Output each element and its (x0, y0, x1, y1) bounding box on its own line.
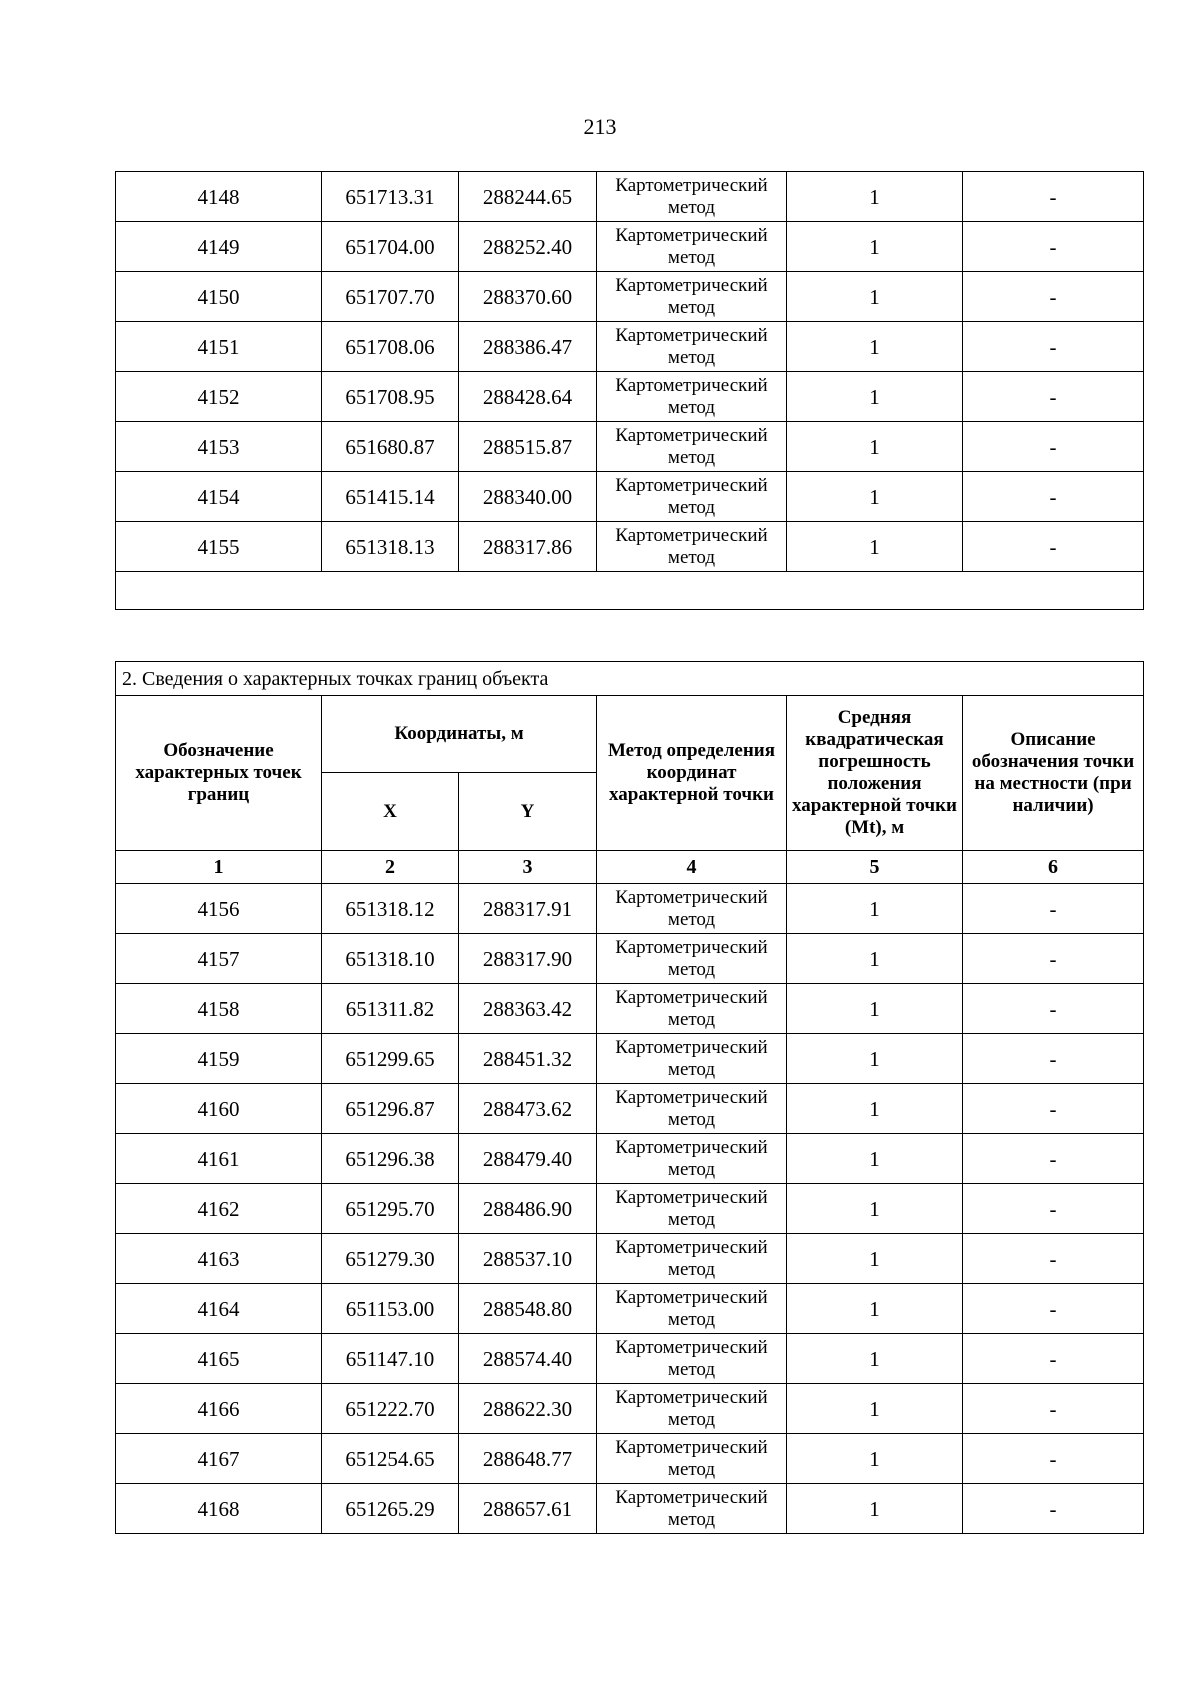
error-cell: 1 (787, 372, 963, 422)
empty-row (116, 572, 1144, 610)
description-cell: - (963, 422, 1144, 472)
method-cell: Картометрический метод (597, 934, 787, 984)
error-cell: 1 (787, 172, 963, 222)
method-cell: Картометрический метод (597, 1384, 787, 1434)
x-coordinate-cell: 651295.70 (322, 1184, 459, 1234)
point-id-cell: 4160 (116, 1084, 322, 1134)
table-body (116, 172, 1144, 572)
section-title: 2. Сведения о характерных точках границ объекта (116, 662, 1144, 696)
point-id-cell: 4167 (116, 1434, 322, 1484)
description-cell: - (963, 1184, 1144, 1234)
x-coordinate-cell: 651279.30 (322, 1234, 459, 1284)
point-id-cell: 4157 (116, 934, 322, 984)
error-cell: 1 (787, 1334, 963, 1384)
error-cell: 1 (787, 1484, 963, 1534)
x-coordinate-cell: 651222.70 (322, 1384, 459, 1434)
table-row (116, 934, 1144, 984)
point-id-cell: 4162 (116, 1184, 322, 1234)
x-coordinate-cell: 651713.31 (322, 172, 459, 222)
point-id-cell: 4161 (116, 1134, 322, 1184)
y-coordinate-cell: 288486.90 (459, 1184, 597, 1234)
error-cell: 1 (787, 984, 963, 1034)
y-coordinate-cell: 288473.62 (459, 1084, 597, 1134)
header-y: Y (459, 773, 597, 851)
x-coordinate-cell: 651296.38 (322, 1134, 459, 1184)
table-row (116, 1384, 1144, 1434)
point-id-cell: 4155 (116, 522, 322, 572)
method-cell: Картометрический метод (597, 1234, 787, 1284)
error-cell: 1 (787, 322, 963, 372)
point-id-cell: 4164 (116, 1284, 322, 1334)
error-cell: 1 (787, 522, 963, 572)
x-coordinate-cell: 651318.13 (322, 522, 459, 572)
x-coordinate-cell: 651311.82 (322, 984, 459, 1034)
y-coordinate-cell: 288317.91 (459, 884, 597, 934)
description-cell: - (963, 1034, 1144, 1084)
description-cell: - (963, 1434, 1144, 1484)
description-cell: - (963, 1384, 1144, 1434)
description-cell: - (963, 884, 1144, 934)
point-id-cell: 4163 (116, 1234, 322, 1284)
table-row (116, 1284, 1144, 1334)
x-coordinate-cell: 651415.14 (322, 472, 459, 522)
method-cell: Картометрический метод (597, 172, 787, 222)
error-cell: 1 (787, 1284, 963, 1334)
error-cell: 1 (787, 934, 963, 984)
method-cell: Картометрический метод (597, 1134, 787, 1184)
error-cell: 1 (787, 1084, 963, 1134)
table-row (116, 1084, 1144, 1134)
method-cell: Картометрический метод (597, 1084, 787, 1134)
description-cell: - (963, 934, 1144, 984)
point-id-cell: 4165 (116, 1334, 322, 1384)
description-cell: - (963, 1084, 1144, 1134)
table-row (116, 1234, 1144, 1284)
column-number: 4 (597, 851, 787, 884)
x-coordinate-cell: 651296.87 (322, 1084, 459, 1134)
table-row (116, 422, 1144, 472)
y-coordinate-cell: 288244.65 (459, 172, 597, 222)
column-numbers-row (116, 851, 1144, 884)
column-number: 3 (459, 851, 597, 884)
method-cell: Картометрический метод (597, 884, 787, 934)
description-cell: - (963, 1334, 1144, 1384)
page-number: 213 (583, 114, 617, 139)
point-id-cell: 4148 (116, 172, 322, 222)
point-id-cell: 4166 (116, 1384, 322, 1434)
method-cell: Картометрический метод (597, 1334, 787, 1384)
method-cell: Картометрический метод (597, 322, 787, 372)
table-row (116, 322, 1144, 372)
x-coordinate-cell: 651265.29 (322, 1484, 459, 1534)
error-cell: 1 (787, 222, 963, 272)
header-error: Средняя квадратическая погрешность положения характерной точки (Mt), м (787, 696, 963, 851)
x-coordinate-cell: 651680.87 (322, 422, 459, 472)
table-row (116, 222, 1144, 272)
y-coordinate-cell: 288363.42 (459, 984, 597, 1034)
method-cell: Картометрический метод (597, 272, 787, 322)
point-id-cell: 4151 (116, 322, 322, 372)
method-cell: Картометрический метод (597, 222, 787, 272)
table-row (116, 1334, 1144, 1384)
method-cell: Картометрический метод (597, 1434, 787, 1484)
method-cell: Картометрический метод (597, 422, 787, 472)
error-cell: 1 (787, 1384, 963, 1434)
boundary-points-table (115, 661, 1144, 1534)
empty-cell (116, 572, 1144, 610)
error-cell: 1 (787, 1434, 963, 1484)
header-x: X (322, 773, 459, 851)
y-coordinate-cell: 288657.61 (459, 1484, 597, 1534)
error-cell: 1 (787, 422, 963, 472)
y-coordinate-cell: 288537.10 (459, 1234, 597, 1284)
method-cell: Картометрический метод (597, 1184, 787, 1234)
method-cell: Картометрический метод (597, 1034, 787, 1084)
error-cell: 1 (787, 272, 963, 322)
description-cell: - (963, 984, 1144, 1034)
description-cell: - (963, 1134, 1144, 1184)
point-id-cell: 4156 (116, 884, 322, 934)
table-row (116, 272, 1144, 322)
method-cell: Картометрический метод (597, 1284, 787, 1334)
header-description: Описание обозначения точки на местности (при наличии) (963, 696, 1144, 851)
x-coordinate-cell: 651299.65 (322, 1034, 459, 1084)
description-cell: - (963, 322, 1144, 372)
column-number: 6 (963, 851, 1144, 884)
table-row (116, 472, 1144, 522)
x-coordinate-cell: 651254.65 (322, 1434, 459, 1484)
header-point-designation: Обозначение характерных точек границ (116, 696, 322, 851)
point-id-cell: 4150 (116, 272, 322, 322)
method-cell: Картометрический метод (597, 522, 787, 572)
description-cell: - (963, 272, 1144, 322)
x-coordinate-cell: 651704.00 (322, 222, 459, 272)
table-body (116, 884, 1144, 1534)
table-row (116, 522, 1144, 572)
description-cell: - (963, 222, 1144, 272)
description-cell: - (963, 1284, 1144, 1334)
y-coordinate-cell: 288317.86 (459, 522, 597, 572)
description-cell: - (963, 472, 1144, 522)
point-id-cell: 4159 (116, 1034, 322, 1084)
table-row (116, 172, 1144, 222)
description-cell: - (963, 172, 1144, 222)
column-number: 1 (116, 851, 322, 884)
description-cell: - (963, 1234, 1144, 1284)
description-cell: - (963, 372, 1144, 422)
point-id-cell: 4168 (116, 1484, 322, 1534)
description-cell: - (963, 1484, 1144, 1534)
header-coordinates: Координаты, м (322, 696, 597, 773)
header-method: Метод определения координат характерной точки (597, 696, 787, 851)
table-row (116, 1434, 1144, 1484)
column-number: 5 (787, 851, 963, 884)
table-row (116, 1134, 1144, 1184)
y-coordinate-cell: 288386.47 (459, 322, 597, 372)
y-coordinate-cell: 288252.40 (459, 222, 597, 272)
y-coordinate-cell: 288317.90 (459, 934, 597, 984)
y-coordinate-cell: 288451.32 (459, 1034, 597, 1084)
y-coordinate-cell: 288479.40 (459, 1134, 597, 1184)
method-cell: Картометрический метод (597, 372, 787, 422)
point-id-cell: 4158 (116, 984, 322, 1034)
error-cell: 1 (787, 1134, 963, 1184)
table-row (116, 1184, 1144, 1234)
y-coordinate-cell: 288574.40 (459, 1334, 597, 1384)
x-coordinate-cell: 651708.95 (322, 372, 459, 422)
y-coordinate-cell: 288548.80 (459, 1284, 597, 1334)
x-coordinate-cell: 651147.10 (322, 1334, 459, 1384)
x-coordinate-cell: 651318.12 (322, 884, 459, 934)
error-cell: 1 (787, 1184, 963, 1234)
point-id-cell: 4149 (116, 222, 322, 272)
y-coordinate-cell: 288515.87 (459, 422, 597, 472)
method-cell: Картометрический метод (597, 984, 787, 1034)
error-cell: 1 (787, 1034, 963, 1084)
x-coordinate-cell: 651707.70 (322, 272, 459, 322)
method-cell: Картометрический метод (597, 472, 787, 522)
y-coordinate-cell: 288428.64 (459, 372, 597, 422)
y-coordinate-cell: 288622.30 (459, 1384, 597, 1434)
x-coordinate-cell: 651708.06 (322, 322, 459, 372)
table-row (116, 884, 1144, 934)
x-coordinate-cell: 651318.10 (322, 934, 459, 984)
coordinates-table-continued (115, 171, 1144, 610)
method-cell: Картометрический метод (597, 1484, 787, 1534)
y-coordinate-cell: 288370.60 (459, 272, 597, 322)
point-id-cell: 4153 (116, 422, 322, 472)
error-cell: 1 (787, 472, 963, 522)
table-row (116, 372, 1144, 422)
column-number: 2 (322, 851, 459, 884)
point-id-cell: 4154 (116, 472, 322, 522)
x-coordinate-cell: 651153.00 (322, 1284, 459, 1334)
y-coordinate-cell: 288648.77 (459, 1434, 597, 1484)
y-coordinate-cell: 288340.00 (459, 472, 597, 522)
point-id-cell: 4152 (116, 372, 322, 422)
error-cell: 1 (787, 1234, 963, 1284)
error-cell: 1 (787, 884, 963, 934)
table-row (116, 1034, 1144, 1084)
table-row (116, 984, 1144, 1034)
table-row (116, 1484, 1144, 1534)
description-cell: - (963, 522, 1144, 572)
